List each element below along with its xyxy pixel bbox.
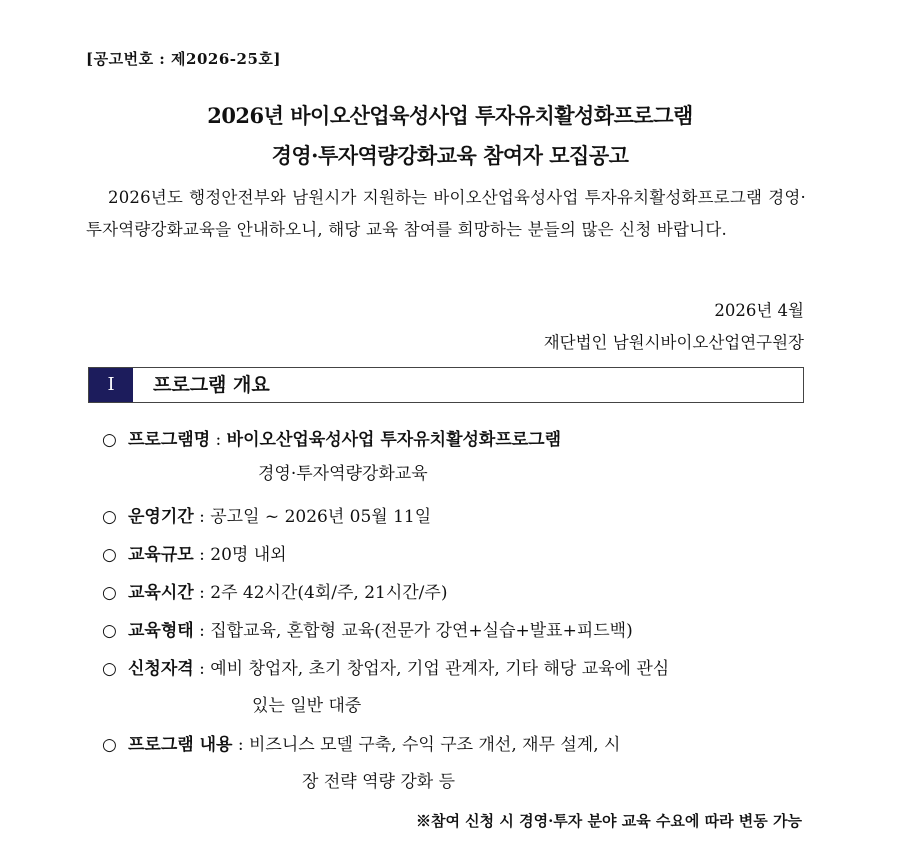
bullet-icon: ○ [102, 621, 117, 641]
page-title-line2: 경영·투자역량강화교육 참여자 모집공고 [271, 143, 629, 168]
item-value-program-name-cont: 경영·투자역량강화교육 [258, 464, 428, 484]
item-label-program-name: 프로그램명 : 바이오산업육성사업 투자유치활성화프로그램 [128, 430, 562, 450]
bullet-icon: ○ [102, 735, 117, 755]
announcement-date: 2026년 4월 [714, 301, 804, 320]
bullet-icon: ○ [102, 545, 117, 565]
item-value-content-cont: 장 전략 역량 강화 등 [302, 772, 455, 792]
item-value-eligibility: 예비 창업자, 초기 창업자, 기업 관계자, 기타 해당 교육에 관심 [210, 659, 670, 679]
bullet-icon: ○ [102, 430, 117, 450]
item-label-content: 프로그램 내용 : 비즈니스 모델 구축, 수익 구조 개선, 재무 설계, 시 [128, 735, 621, 755]
section-header [88, 367, 804, 403]
item-value-format: 집합교육, 혼합형 교육(전문가 강연+실습+발표+피드백) [210, 621, 633, 641]
bullet-icon: ○ [102, 583, 117, 603]
section-title: 프로그램 개요 [153, 374, 270, 396]
item-value-size: 20명 내외 [210, 545, 287, 565]
organization-name: 재단법인 남원시바이오산업연구원장 [543, 333, 804, 352]
bullet-icon: ○ [102, 507, 117, 527]
item-label-period: 운영기간 : 공고일 ~ 2026년 05월 11일 [128, 507, 432, 527]
notice-number: [공고번호 : 제2026-25호] [86, 50, 281, 68]
item-value-period: 공고일 ~ 2026년 05월 11일 [210, 507, 432, 527]
intro-paragraph: 2026년도 행정안전부와 남원시가 지원하는 바이오산업육성사업 투자유치활성화프로그램 경영·투자역량강화교육을 안내하오니, 해당 교육 참여를 희망하는 분들의 많은 신청 바랍니다. [86, 188, 806, 239]
item-value-hours: 2주 42시간(4회/주, 21시간/주) [210, 583, 448, 603]
page-title-line1: 2026년 바이오산업육성사업 투자유치활성화프로그램 [207, 103, 693, 128]
item-value-program-name: 바이오산업육성사업 투자유치활성화프로그램 [226, 430, 562, 450]
item-label-hours: 교육시간 : 2주 42시간(4회/주, 21시간/주) [128, 583, 448, 603]
item-value-content: 비즈니스 모델 구축, 수익 구조 개선, 재무 설계, 시 [249, 735, 621, 755]
item-label-format: 교육형태 : 집합교육, 혼합형 교육(전문가 강연+실습+발표+피드백) [128, 621, 633, 641]
item-value-eligibility-cont: 있는 일반 대중 [252, 696, 362, 716]
item-label-eligibility: 신청자격 : 예비 창업자, 초기 창업자, 기업 관계자, 기타 해당 교육에 관심 [128, 659, 670, 679]
footnote: ※참여 신청 시 경영·투자 분야 교육 수요에 따라 변동 가능 [415, 812, 802, 830]
item-label-size: 교육규모 : 20명 내외 [128, 545, 287, 565]
bullet-icon: ○ [102, 659, 117, 679]
section-number: I [89, 368, 133, 402]
